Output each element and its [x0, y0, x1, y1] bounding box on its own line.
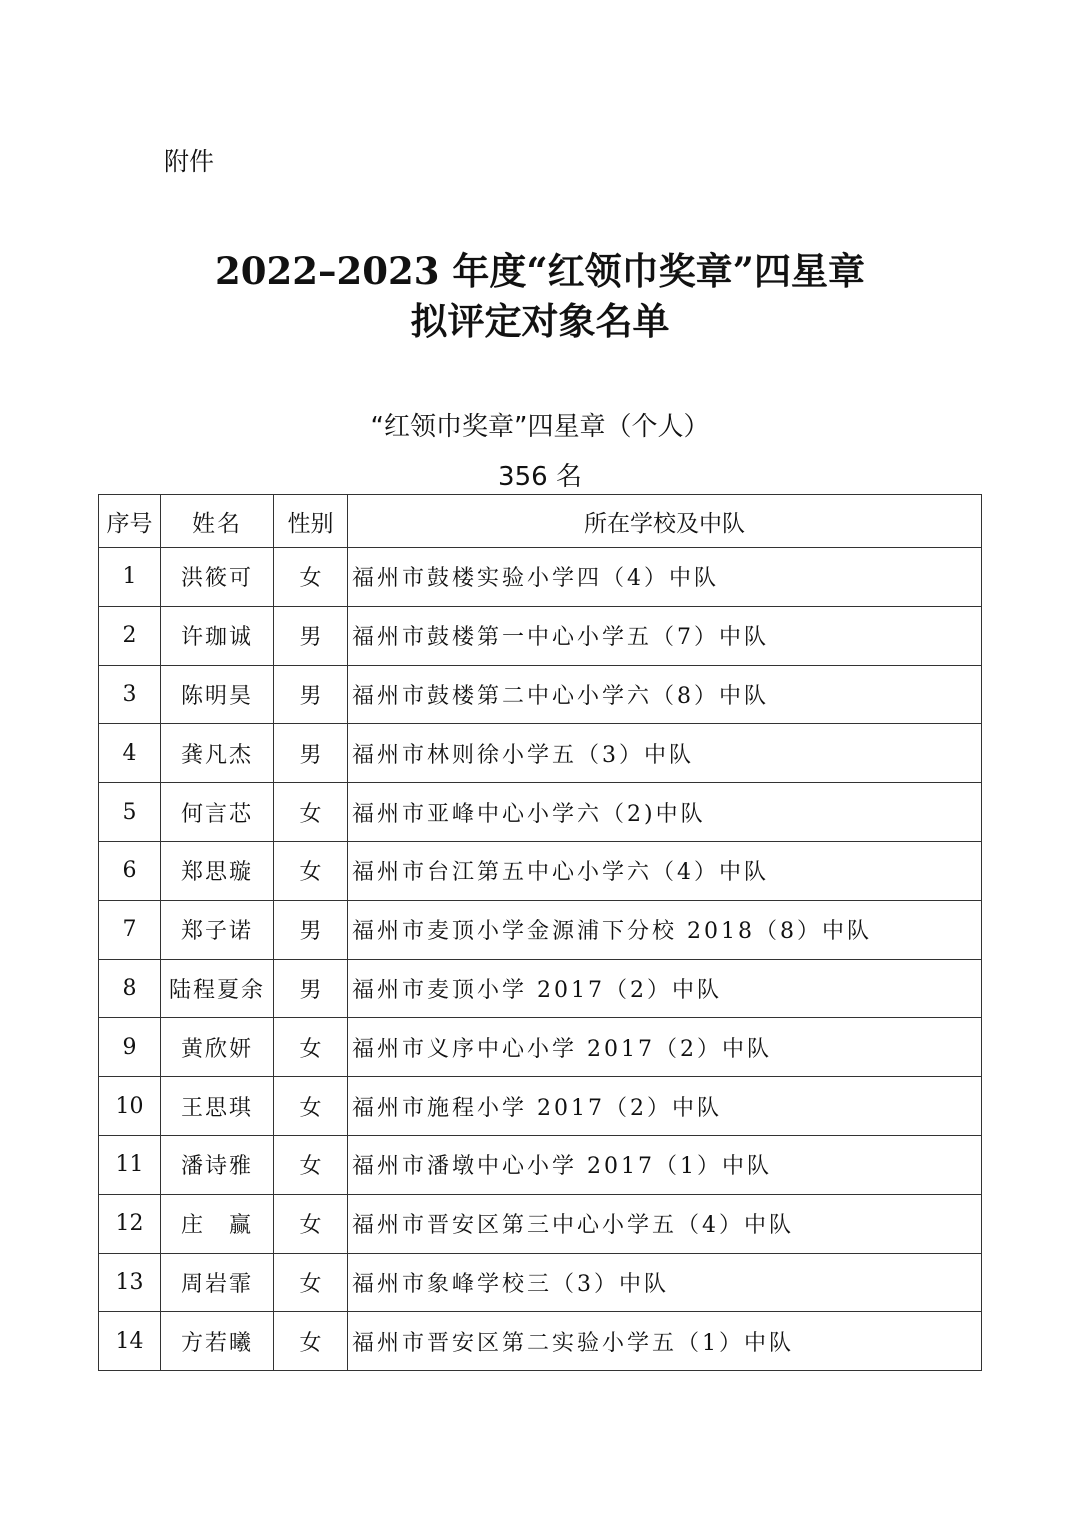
gender: 女: [274, 1077, 348, 1136]
section-title: “红领巾奖章”四星章（个人）: [370, 412, 710, 442]
table-row: [99, 724, 982, 783]
row-index: 10: [99, 1077, 161, 1136]
school-squad: 福州市麦顶小学金源浦下分校 2018（8）中队: [348, 900, 982, 959]
student-name: 陈明昊: [161, 665, 274, 724]
table-row: [99, 1194, 982, 1253]
gender: 女: [274, 1194, 348, 1253]
student-name: 洪筱可: [161, 548, 274, 607]
student-name: 周岩霏: [161, 1253, 274, 1312]
student-name: 陆程夏余: [161, 959, 274, 1018]
document-title-line2: 拟评定对象名单: [410, 299, 670, 343]
student-name: 郑子诺: [161, 900, 274, 959]
school-squad: 福州市鼓楼实验小学四（4）中队: [348, 548, 982, 607]
student-name: 庄 赢: [161, 1194, 274, 1253]
school-squad: 福州市潘墩中心小学 2017（1）中队: [348, 1135, 982, 1194]
gender: 男: [274, 959, 348, 1018]
school-squad: 福州市义序中心小学 2017（2）中队: [348, 1018, 982, 1077]
school-squad: 福州市台江第五中心小学六（4）中队: [348, 841, 982, 900]
gender: 男: [274, 900, 348, 959]
table-row: [99, 959, 982, 1018]
school-squad: 福州市晋安区第二实验小学五（1）中队: [348, 1312, 982, 1371]
gender: 女: [274, 1018, 348, 1077]
school-squad: 福州市林则徐小学五（3）中队: [348, 724, 982, 783]
table-row: [99, 1253, 982, 1312]
attachment-label: 附件: [164, 147, 215, 176]
row-index: 14: [99, 1312, 161, 1371]
row-index: 4: [99, 724, 161, 783]
table-row: [99, 1077, 982, 1136]
gender: 女: [274, 783, 348, 842]
table-row: [99, 606, 982, 665]
school-squad: 福州市施程小学 2017（2）中队: [348, 1077, 982, 1136]
row-index: 9: [99, 1018, 161, 1077]
document-title-line1: 2022–2023 年度“红领巾奖章”四星章: [215, 249, 865, 293]
student-name: 许珈诚: [161, 606, 274, 665]
header-name: 姓名: [161, 495, 274, 548]
table-header-row: [99, 495, 982, 548]
row-index: 12: [99, 1194, 161, 1253]
gender: 女: [274, 1135, 348, 1194]
gender: 男: [274, 606, 348, 665]
header-gender: 性别: [274, 495, 348, 548]
student-name: 何言芯: [161, 783, 274, 842]
row-index: 11: [99, 1135, 161, 1194]
student-name: 黄欣妍: [161, 1018, 274, 1077]
row-index: 5: [99, 783, 161, 842]
nominee-table: [98, 494, 982, 1371]
school-squad: 福州市晋安区第三中心小学五（4）中队: [348, 1194, 982, 1253]
school-squad: 福州市麦顶小学 2017（2）中队: [348, 959, 982, 1018]
row-index: 2: [99, 606, 161, 665]
student-name: 郑思璇: [161, 841, 274, 900]
row-index: 13: [99, 1253, 161, 1312]
row-index: 3: [99, 665, 161, 724]
student-name: 龚凡杰: [161, 724, 274, 783]
row-index: 6: [99, 841, 161, 900]
table-row: [99, 548, 982, 607]
school-squad: 福州市鼓楼第二中心小学六（8）中队: [348, 665, 982, 724]
gender: 男: [274, 724, 348, 783]
table-row: [99, 783, 982, 842]
total-count: 356 名: [498, 462, 582, 492]
student-name: 潘诗雅: [161, 1135, 274, 1194]
table-row: [99, 1135, 982, 1194]
header-school: 所在学校及中队: [348, 495, 982, 548]
header-index: 序号: [99, 495, 161, 548]
row-index: 7: [99, 900, 161, 959]
row-index: 8: [99, 959, 161, 1018]
student-name: 王思琪: [161, 1077, 274, 1136]
gender: 女: [274, 1253, 348, 1312]
table-row: [99, 665, 982, 724]
table-row: [99, 900, 982, 959]
table-row: [99, 841, 982, 900]
gender: 男: [274, 665, 348, 724]
table-row: [99, 1018, 982, 1077]
school-squad: 福州市象峰学校三（3）中队: [348, 1253, 982, 1312]
gender: 女: [274, 1312, 348, 1371]
row-index: 1: [99, 548, 161, 607]
school-squad: 福州市鼓楼第一中心小学五（7）中队: [348, 606, 982, 665]
school-squad: 福州市亚峰中心小学六（2)中队: [348, 783, 982, 842]
table-row: [99, 1312, 982, 1371]
student-name: 方若曦: [161, 1312, 274, 1371]
gender: 女: [274, 841, 348, 900]
gender: 女: [274, 548, 348, 607]
